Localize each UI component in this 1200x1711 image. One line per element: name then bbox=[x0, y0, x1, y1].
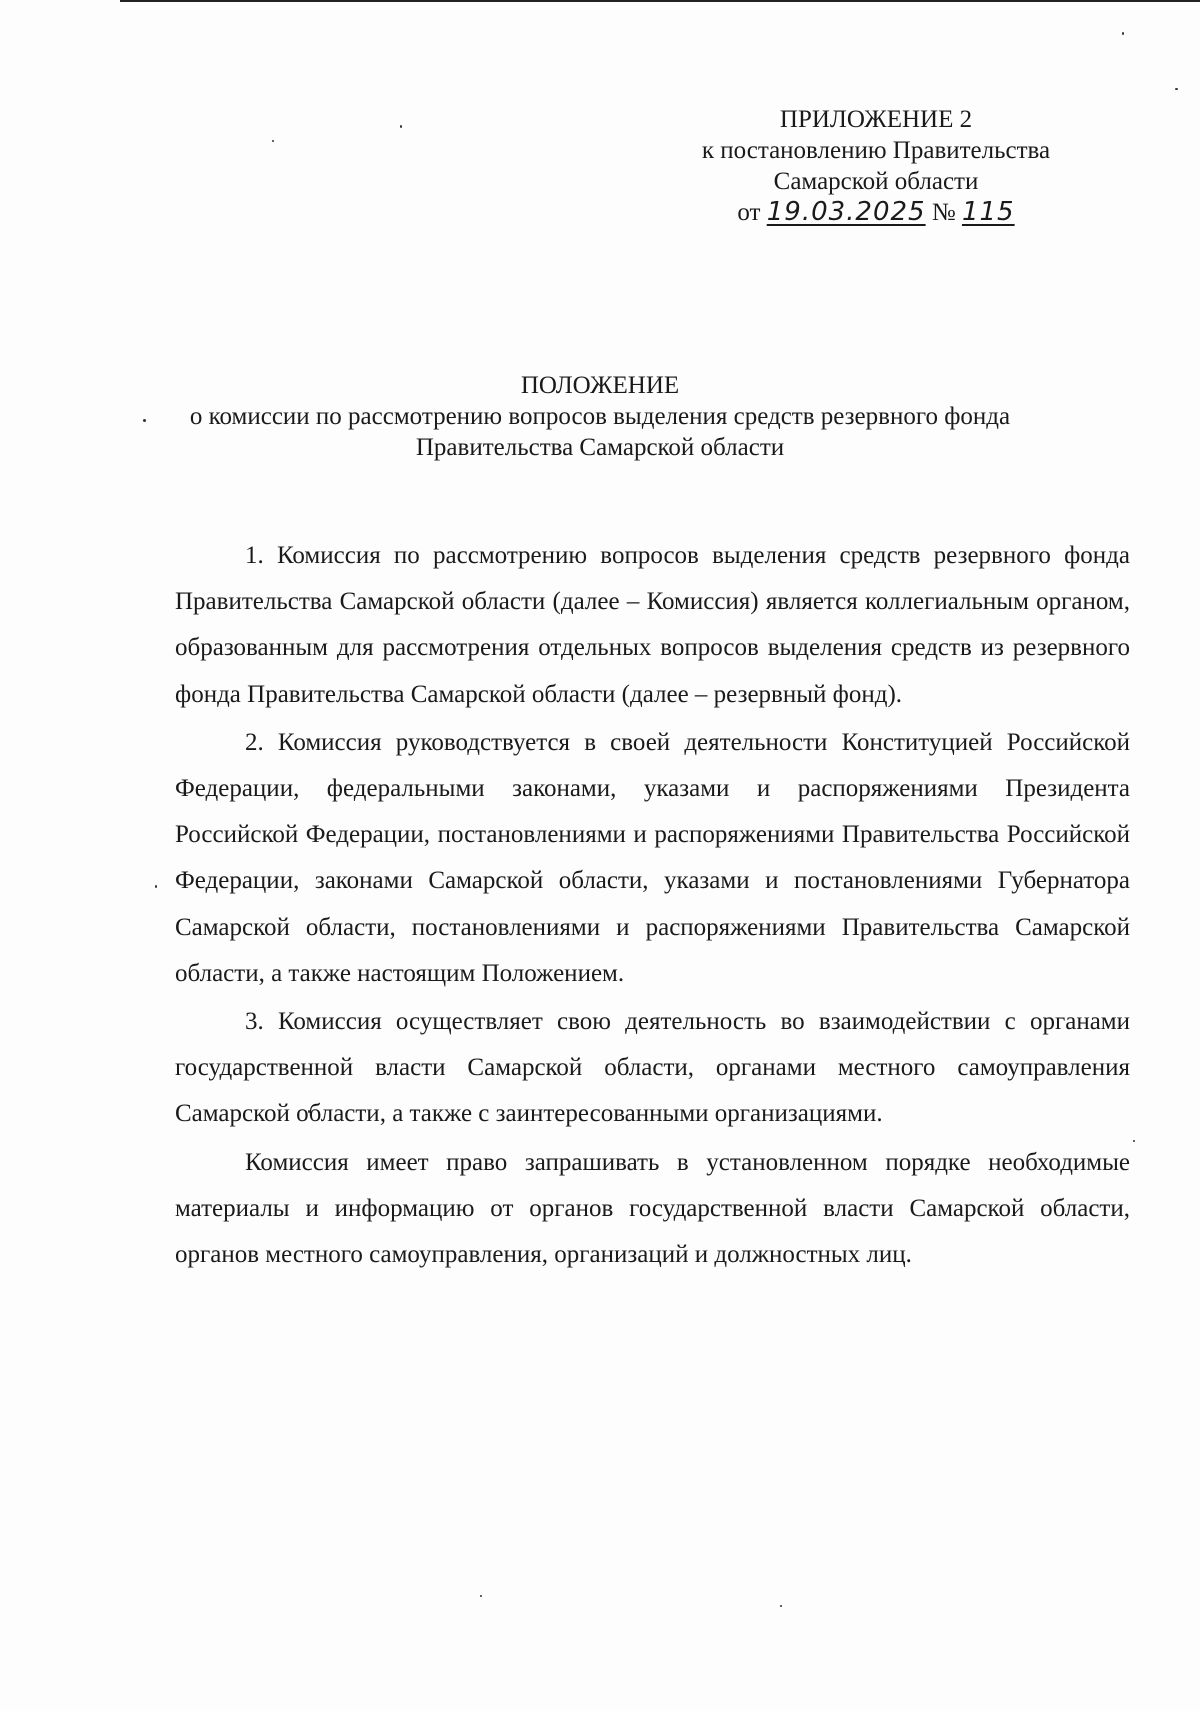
title-subtitle-line-2: Правительства Самарской области bbox=[415, 434, 785, 461]
paragraph-1: 1. Комиссия по рассмотрению вопросов выделения средств резервного фонда Правительства Самарской области (далее – Комиссия) является коллегиальным органом, образованным для рассмотрения отдельных вопросов выделения средств из резервного фонда Правительства Самарской области (далее – резервный фонд). bbox=[175, 542, 1130, 708]
paragraph-2: 2. Комиссия руководствуется в своей деятельности Конституцией Российской Федерации, федеральными законами, указами и распоряжениями Президента Российской Федерации, постановлениями и распоряжениями Правительства Российской Федерации, законами Самарской области, указами и постановлениями Губернатора Самарской области, постановлениями и распоряжениями Правительства Самарской области, а также настоящим Положением. bbox=[175, 728, 1130, 987]
handwritten-date: 19.03.2025 bbox=[766, 197, 926, 227]
appendix-region: Самарской области bbox=[773, 168, 979, 195]
scan-speck bbox=[1133, 1140, 1135, 1142]
number-prefix: № bbox=[931, 199, 956, 226]
scan-speck bbox=[1175, 88, 1178, 90]
appendix-reference: к постановлению Правительства bbox=[701, 137, 1051, 164]
title-heading: ПОЛОЖЕНИЕ bbox=[520, 372, 680, 399]
scan-speck bbox=[400, 125, 402, 128]
appendix-header bbox=[666, 104, 1086, 228]
scan-speck bbox=[155, 885, 157, 888]
title-subtitle-line-1: о комиссии по рассмотрению вопросов выделения средств резервного фонда bbox=[189, 403, 1011, 430]
document-title bbox=[120, 370, 1080, 463]
scan-speck bbox=[780, 1605, 782, 1607]
handwritten-number: 115 bbox=[961, 197, 1015, 227]
appendix-number: ПРИЛОЖЕНИЕ 2 bbox=[779, 106, 973, 133]
scan-top-edge bbox=[120, 0, 1200, 2]
scan-speck bbox=[272, 140, 274, 142]
scan-speck bbox=[480, 1595, 482, 1597]
scan-speck bbox=[1122, 32, 1124, 35]
paragraph-4: Комиссия имеет право запрашивать в установленном порядке необходимые материалы и информацию от органов государственной власти Самарской области, органов местного самоуправления, организаций и должностных лиц. bbox=[175, 1148, 1130, 1269]
resolution-date-number bbox=[737, 197, 1014, 228]
date-prefix: от bbox=[737, 199, 761, 226]
document-body bbox=[175, 533, 1130, 1280]
paragraph-3: 3. Комиссия осуществляет свою деятельность во взаимодействии с органами государственной власти Самарской области, органами местного самоуправления Самарской области, а также с заинтересованными организациями. bbox=[175, 1008, 1130, 1128]
